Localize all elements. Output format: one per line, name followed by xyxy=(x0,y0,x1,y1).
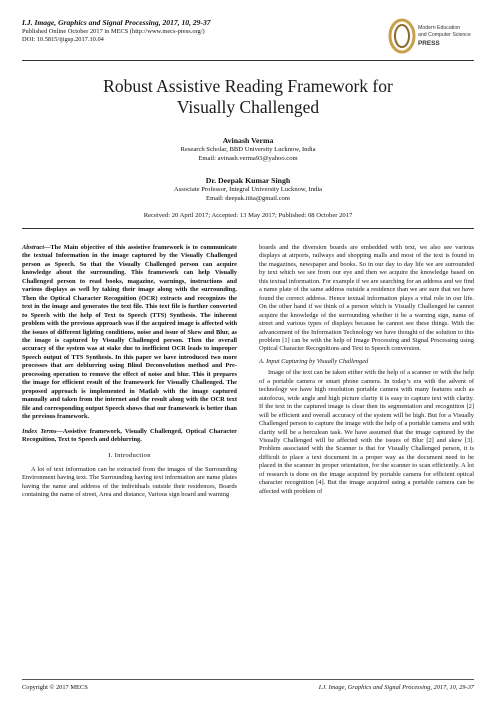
subsection-heading: A. Input Capturing by Visually Challenged xyxy=(259,357,369,365)
right-paragraph-2: Image of the text can be taken either with the help of a scanner or with the help of a portable camera or smart phone camera. In today’s era with the advent of technology we have high resolution portable camera with many features such as autofocus, wide angle and high picture clarity it is easy to capture text with clarity. If the text in the captured image is clear then its segmentation and recognition [2] will be efficient and overall accuracy of the system will be high. But for a Visually Challenged person to capture the image with the help of a portable camera and with clarity will be a herculean task. We have assumed that the image captured by the Visually Challenged will be affected with the issues of Blur [2] and skew [3]. Problem associated with the Scanner is that for Visually Challenged person, it is difficult to place a text document in a proper way as the document need to be placed in the scanner in proper orientation, for the scanner to scan efficiently. A lot of research is done on the image acquired by portable camera for efficient optical character recognition [4]. But the image acquired using a portable camera can be affected with problem of xyxy=(259,369,474,495)
abstract-heading: Abstract xyxy=(22,244,45,251)
logo-line2: and Computer Science xyxy=(418,32,471,38)
body-rule xyxy=(22,228,474,229)
left-column xyxy=(22,244,237,500)
intro-paragraph: A lot of text information can be extracted from the images of the Surrounding Environment having text. The Surrounding having text information are name plates having the name and address of the individuals outside their residences, Boards containing the name of street, Area and distance, Various sign board and warning xyxy=(22,465,237,499)
published-online: Published Online October 2017 in MECS (http://www.mecs-press.org/) xyxy=(22,28,205,35)
footer-rule xyxy=(22,679,474,680)
author-1-affiliation: Research Scholar, BBD University Lucknow, India xyxy=(180,146,316,153)
author-2-email: Email: deepak.iiita@gmail.com xyxy=(206,194,290,202)
paper-title xyxy=(22,76,474,118)
journal-header xyxy=(22,18,382,45)
index-terms-heading: Index Terms xyxy=(22,427,57,435)
footer-journal: I.J. Image, Graphics and Signal Processing, 2017, 10, 29-37 xyxy=(318,684,474,691)
right-paragraph-1: boards and the diversion boards are embedded with text, we also see various displays at airports, railways and shopping malls and most of the text is found in the magazines, newspaper and books. So in our day to day life we are surrounded by text which we see from our eye and then we acquire the knowledge based on this textual information. For example if we are searching for an address and we find a name plate of the same address outside a residence than we are sure that we have found the correct address. Hence textual information plays a vital role in our life. On the other hand if we think of a person which is Visually Challenged he cannot acquire the knowledge of the surrounding whether it be a warning sign, name of street and various types of displays because he cannot see these things. With the advancement of the Information Technology we have thought of the solution to this problem [1] can be with the help of Image Processing and Signal Processing using Optical Character Recognitions and Text to Speech conversion. xyxy=(259,244,474,353)
author-1-name: Avinash Verma xyxy=(222,136,274,145)
author-2 xyxy=(22,176,474,203)
index-terms-text: —Assistive framework, Visually Challenged, Optical Character Recognition, Text to Speech and deblurring. xyxy=(22,427,237,443)
right-column xyxy=(259,244,474,496)
author-1 xyxy=(22,136,474,163)
title-line1: Robust Assistive Reading Framework for xyxy=(103,76,393,96)
header-rule xyxy=(22,60,474,61)
logo-line1: Modern Education xyxy=(418,25,461,31)
author-1-email: Email: avinash.verma93@yahoo.com xyxy=(198,154,298,162)
journal-citation: I.J. Image, Graphics and Signal Processing, 2017, 10, 29-37 xyxy=(22,18,211,27)
received-dates: Received: 20 April 2017; Accepted: 13 May 2017; Published: 08 October 2017 xyxy=(143,212,353,219)
abstract xyxy=(22,244,237,422)
section-heading-introduction: I. Introduction xyxy=(108,452,151,460)
abstract-text: —The Main objective of this assistive framework is to communicate the textual Information in the image captured by the Visually Challenged person as Speech. So that the Visually Challenged person can acquire knowledge about the surrounding. This framework can help Visually Challenged person to read books, magazine, warnings, instructions and various displays as well by taking their image along with the surrounding. Then the Optical Character Recognition (OCR) extracts and recognizes the text in the image and generates the text file. This text file is further converted to Speech with the help of Text to Speech (TTS) Synthesis. The inherent problem with the previous approach was if the acquired image is affected with the issues of different lighting conditions, noise and issue of Skew and Blur, as the image is captured by Visually Challenged person. Then the overall accuracy of the system was at stake due to inefficient OCR leads to improper Speech output of TTS Synthesis. In this paper we have introduced two more processes that are deblurring using Blind Deconvolution method and Pre-processing operation to remove the effect of noise and blur. This it prepares the image for efficient result of the framework for Visually Challenged. The proposed approach is implemented in Matlab with the image captured manually and taken from the internet and the result along with the OCR text file and corresponding output Speech shows that our framework is better than the previous framework. xyxy=(22,244,237,421)
logo-line3: PRESS xyxy=(418,40,440,47)
author-2-affiliation: Associate Professor, Integral University Lucknow, India xyxy=(173,186,323,193)
title-line2: Visually Challenged xyxy=(176,97,320,117)
mecs-logo-icon xyxy=(388,14,478,58)
index-terms xyxy=(22,428,237,445)
footer-copyright: Copyright © 2017 MECS xyxy=(22,684,88,691)
author-2-name: Dr. Deepak Kumar Singh xyxy=(205,176,291,185)
publisher-logo xyxy=(388,14,478,58)
doi: DOI: 10.5815/ijigsp.2017.10.04 xyxy=(22,36,104,44)
